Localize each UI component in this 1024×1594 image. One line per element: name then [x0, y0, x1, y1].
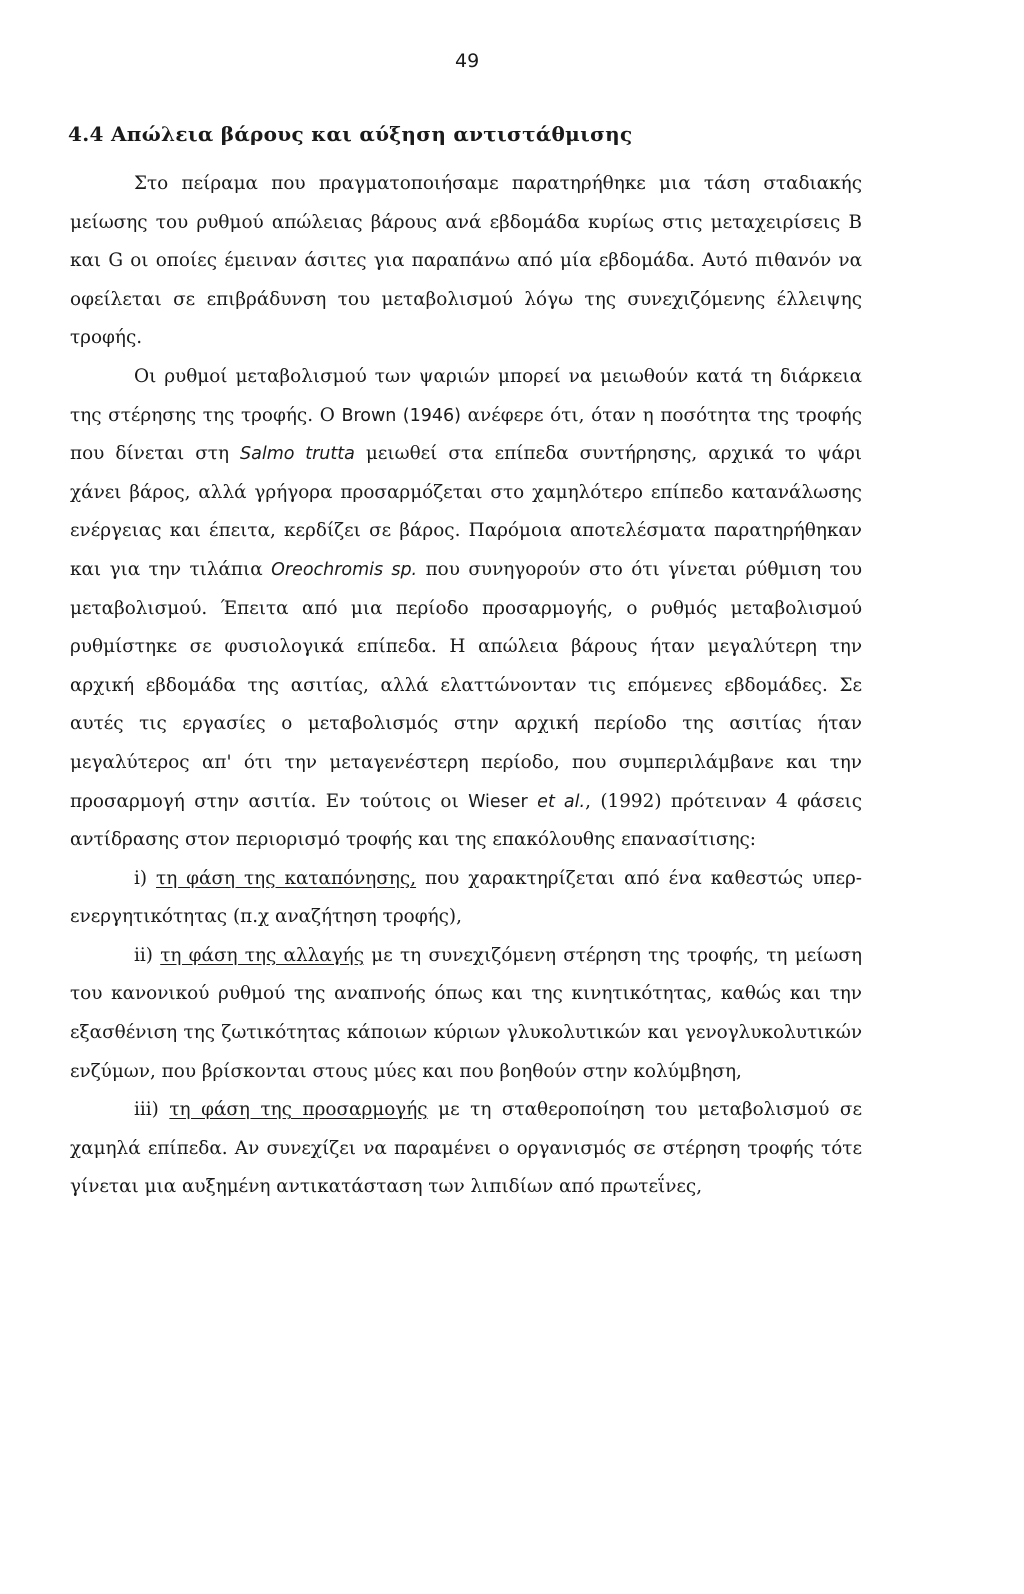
paragraph-2-text-d: που συνηγορούν στο ότι γίνεται ρύθμιση του μεταβολισμού. Έπειτα από μια περίοδο προσαρμογής, ο ρυθμός μεταβολισμού ρυθμίστηκε σε φυσιολογικά επίπεδα. Η απώλεια βάρους ήταν μεγαλύτερη την αρχική εβδομάδα της ασιτίας, αλλά ελαττώνονταν τις επόμενες εβδομάδες. Σε αυτές τις εργασίες ο μεταβολισμός στην αρχική περίοδο της ασιτίας ήταν μεγαλύτερος απ' ότι την μεταγενέστερη περίοδο, που συμπεριλάμβανε και την προσαρμογή στην ασιτία. Εν τούτοις οι	[70, 558, 863, 812]
page-number: 49	[455, 50, 480, 72]
list-marker: i)	[134, 867, 157, 889]
body-text	[70, 165, 862, 1207]
list-item	[70, 937, 862, 1091]
paragraph-2-text-b: ανέφερε ότι, όταν η ποσότητα της τροφής που δίνεται στη	[70, 404, 862, 465]
list-marker: ii)	[134, 944, 161, 966]
phase-name-underlined: τη φάση της καταπόνησης,	[156, 867, 417, 889]
citation-wieser: Wieser	[468, 791, 528, 812]
phase-name-underlined: τη φάση της αλλαγής	[160, 944, 364, 966]
species-salmo-trutta: Salmo trutta	[240, 444, 355, 465]
list-item	[70, 860, 862, 937]
list-item	[70, 1091, 862, 1207]
citation-brown: Brown (1946)	[341, 405, 461, 426]
list-item-text: με τη σταθεροποίηση του μεταβολισμού σε χαμηλά επίπεδα. Αν συνεχίζει να παραμένει ο οργανισμός σε στέρηση τροφής τότε γίνεται μια αυξημένη αντικατάσταση των λιπιδίων από πρωτεΐνες,	[70, 1099, 862, 1198]
paragraph-2-text-c: μειωθεί στα επίπεδα συντήρησης, αρχικά το ψάρι χάνει βάρος, αλλά γρήγορα προσαρμόζεται στο χαμηλότερο επίπεδο κατανάλωσης ενέργειας και έπειτα, κερδίζει σε βάρος. Παρόμοια αποτελέσματα παρατηρήθηκαν και για την τιλάπια	[70, 443, 863, 580]
list-item-text: που χαρακτηρίζεται από ένα καθεστώς υπερ-ενεργητικότητας (π.χ αναζήτηση τροφής),	[70, 867, 863, 928]
section-heading: 4.4 Απώλεια βάρους και αύξηση αντιστάθμισης	[68, 122, 633, 146]
paragraph-2-text-a: Οι ρυθμοί μεταβολισμού των ψαριών μπορεί να μειωθούν κατά τη διάρκεια της στέρησης της τροφής. Ο	[70, 365, 862, 426]
citation-et-al: et al.	[537, 791, 586, 812]
species-oreochromis: Oreochromis sp.	[271, 559, 418, 580]
phase-name-underlined: τη φάση της προσαρμογής	[169, 1099, 428, 1121]
list-item-text: με τη συνεχιζόμενη στέρηση της τροφής, τη μείωση του κανονικού ρυθμού της αναπνοής όπως και της κινητικότητας, καθώς και την εξασθένιση της ζωτικότητας κάποιων κύριων γλυκολυτικών και γενογλυκολυτικών ενζύμων, που βρίσκονται στους μύες και που βοηθούν στην κολύμβηση,	[70, 944, 862, 1082]
list-marker: iii)	[134, 1099, 170, 1121]
paragraph-1: Στο πείραμα που πραγματοποιήσαμε παρατηρήθηκε μια τάση σταδιακής μείωσης του ρυθμού απώλειας βάρους ανά εβδομάδα κυρίως στις μεταχειρίσεις B και G οι οποίες έμειναν άσιτες για παραπάνω από μία εβδομάδα. Αυτό πιθανόν να οφείλεται σε επιβράδυνση του μεταβολισμού λόγω της συνεχιζόμενης έλλειψης τροφής.	[70, 173, 862, 349]
paragraph-2	[70, 358, 862, 860]
paragraph-2-text-e: , (1992) πρότειναν 4 φάσεις αντίδρασης στον περιορισμό τροφής και της επακόλουθης επανασίτισης:	[70, 790, 862, 851]
